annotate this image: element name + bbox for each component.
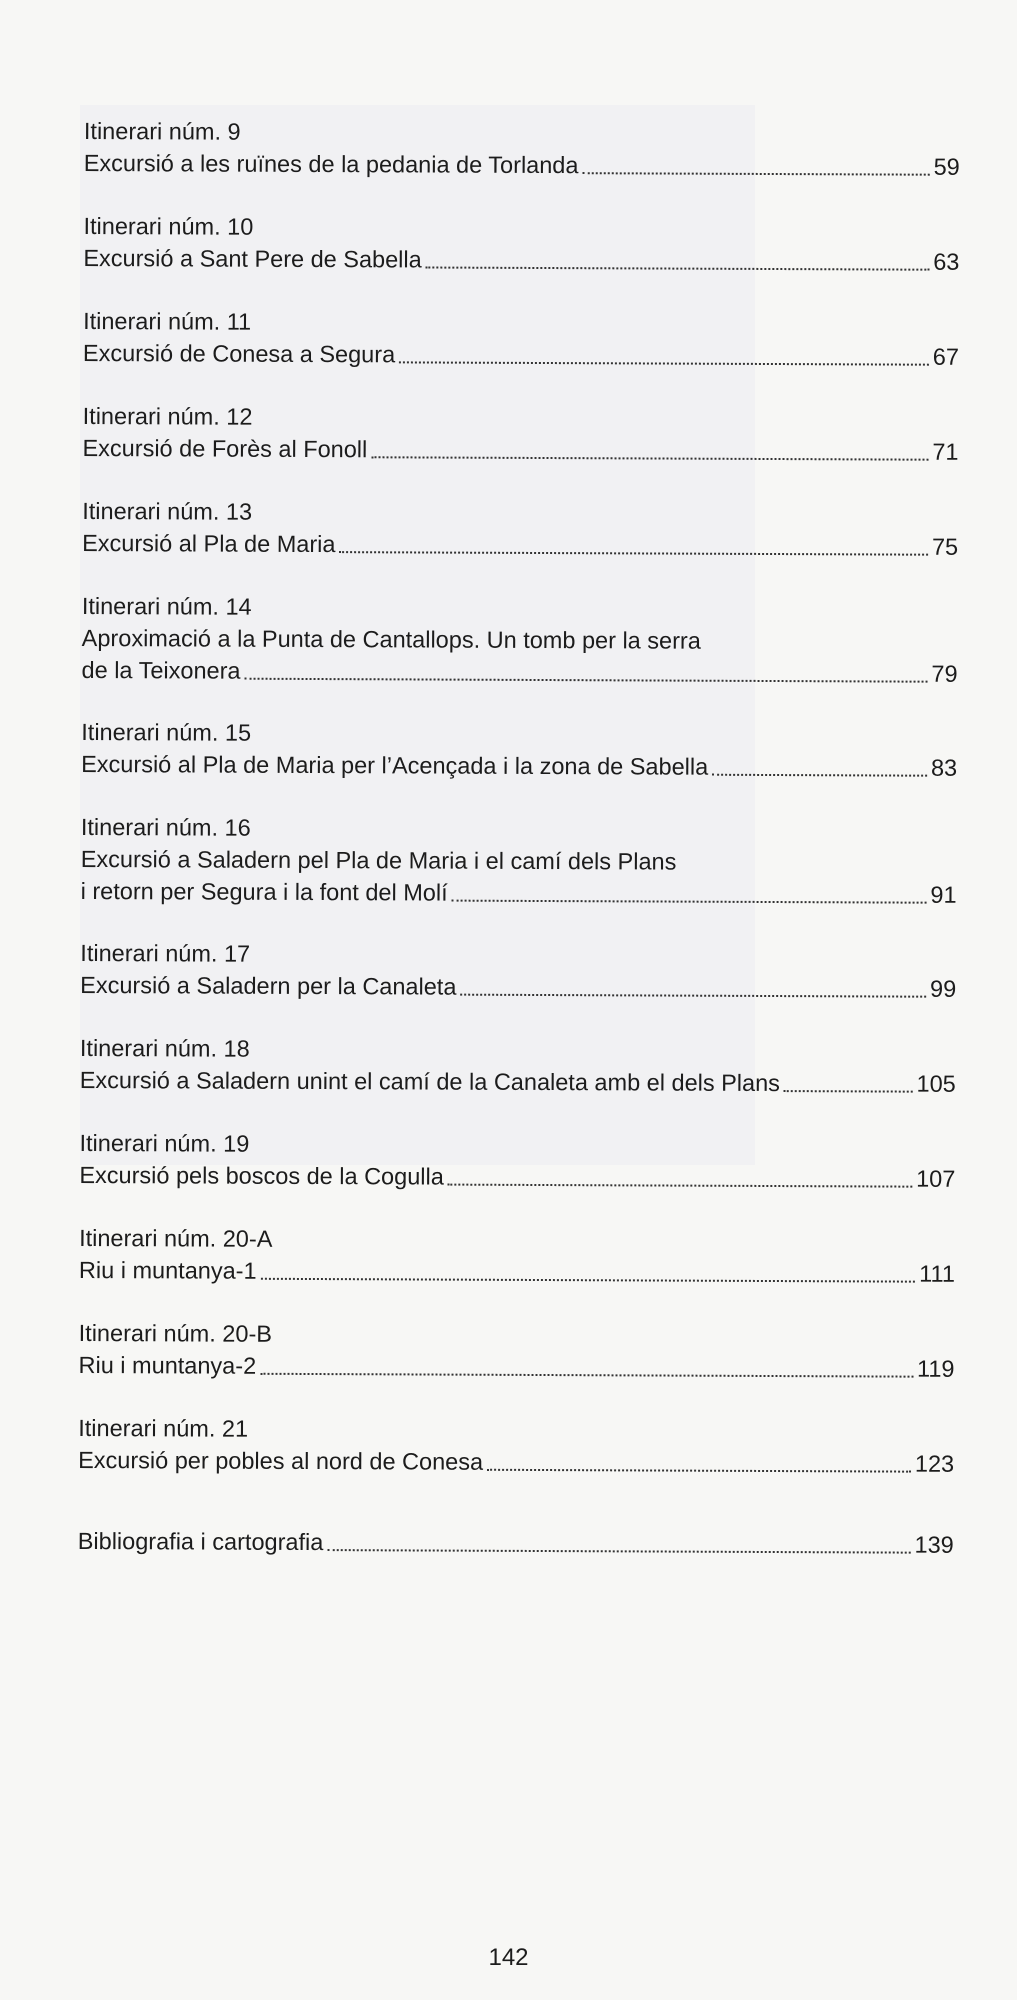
itinerary-label: Itinerari núm. 10	[83, 212, 254, 240]
itinerary-title: Riu i muntanya-1	[78, 1256, 257, 1284]
bibliography-entry	[77, 1525, 953, 1624]
page-ref: 99	[929, 975, 957, 1002]
bibliography-title: Bibliografia i cartografia	[77, 1527, 324, 1556]
dot-leader	[399, 360, 929, 365]
page-ref: 111	[919, 1260, 956, 1287]
page-ref: 91	[930, 881, 957, 908]
toc-entry	[84, 115, 960, 214]
page-ref: 71	[932, 438, 959, 465]
itinerary-label: Itinerari núm. 16	[80, 813, 251, 841]
dot-leader	[339, 550, 927, 556]
toc-entry	[79, 1127, 955, 1226]
dot-leader	[452, 899, 927, 904]
itinerary-label: Itinerari núm. 18	[79, 1034, 250, 1062]
itinerary-label: Itinerari núm. 13	[82, 497, 253, 525]
itinerary-title: Excursió a les ruïnes de la pedania de Torlanda	[83, 149, 579, 179]
itinerary-title: Excursió a Sant Pere de Sabella	[83, 244, 422, 273]
page-ref: 105	[916, 1070, 956, 1097]
itinerary-label: Itinerari núm. 11	[83, 307, 252, 335]
toc-entry	[80, 811, 957, 941]
page-ref: 119	[917, 1355, 955, 1382]
dot-leader	[260, 1372, 913, 1378]
itinerary-label: Itinerari núm. 19	[79, 1129, 250, 1157]
itinerary-label: Itinerari núm. 14	[81, 592, 252, 620]
itinerary-label: Itinerari núm. 17	[80, 939, 251, 967]
dot-leader	[582, 171, 929, 176]
toc-entry	[82, 400, 958, 499]
dot-leader	[327, 1548, 910, 1554]
itinerary-title: Excursió per pobles al nord de Conesa	[78, 1446, 484, 1475]
page-ref: 79	[931, 660, 958, 687]
dot-leader	[460, 993, 926, 998]
page-number: 142	[488, 1944, 529, 1971]
table-of-contents	[77, 115, 960, 1624]
itinerary-title-cont: i retorn per Segura i la font del Molí	[80, 877, 448, 906]
itinerary-label: Itinerari núm. 9	[83, 117, 241, 145]
itinerary-label: Itinerari núm. 20-B	[78, 1319, 273, 1347]
itinerary-title: Excursió de Conesa a Segura	[82, 339, 396, 368]
toc-entry	[82, 495, 958, 594]
itinerary-title: Excursió a Saladern unint el camí de la Canaleta amb el dels Plans	[79, 1066, 781, 1097]
dot-leader	[712, 773, 927, 777]
dot-leader	[261, 1277, 916, 1283]
toc-entry	[78, 1317, 954, 1416]
itinerary-label: Itinerari núm. 15	[81, 718, 252, 746]
toc-entry	[81, 716, 957, 815]
itinerary-title: Riu i muntanya-2	[78, 1351, 257, 1379]
itinerary-title: Excursió a Saladern per la Canaleta	[80, 971, 457, 1000]
itinerary-title: Excursió a Saladern pel Pla de Maria i el camí dels Plans	[80, 845, 677, 875]
page-ref: 75	[931, 533, 959, 560]
itinerary-title: Excursió al Pla de Maria per l’Acençada i la zona de Sabella	[81, 750, 709, 780]
toc-entry	[80, 1032, 956, 1131]
itinerary-label: Itinerari núm. 20-A	[79, 1224, 273, 1252]
page-ref: 63	[933, 248, 960, 275]
toc-entry	[80, 937, 956, 1036]
page-ref: 59	[933, 153, 960, 180]
dot-leader	[426, 265, 930, 270]
toc-entry	[79, 1222, 955, 1321]
dot-leader	[245, 677, 928, 683]
itinerary-title: Aproximació a la Punta de Cantallops. Un tomb per la serra	[81, 624, 701, 654]
dot-leader	[448, 1183, 912, 1188]
itinerary-title: Excursió de Forès al Fonoll	[82, 434, 368, 463]
toc-entry	[81, 590, 958, 720]
page-ref: 83	[930, 754, 958, 781]
page-ref: 139	[914, 1531, 954, 1558]
dot-leader	[371, 455, 928, 460]
page-ref: 123	[914, 1450, 955, 1477]
itinerary-label: Itinerari núm. 21	[78, 1414, 249, 1442]
page-ref: 107	[916, 1165, 956, 1192]
dot-leader	[487, 1468, 911, 1473]
itinerary-title-cont: de la Teixonera	[81, 656, 241, 684]
page-ref: 67	[932, 343, 960, 370]
dot-leader	[784, 1089, 913, 1093]
toc-entry	[83, 305, 959, 404]
itinerary-title: Excursió pels boscos de la Cogulla	[79, 1161, 444, 1190]
itinerary-label: Itinerari núm. 12	[82, 402, 253, 430]
toc-entry	[83, 210, 959, 309]
itinerary-title: Excursió al Pla de Maria	[82, 529, 336, 558]
toc-entry	[78, 1412, 954, 1511]
